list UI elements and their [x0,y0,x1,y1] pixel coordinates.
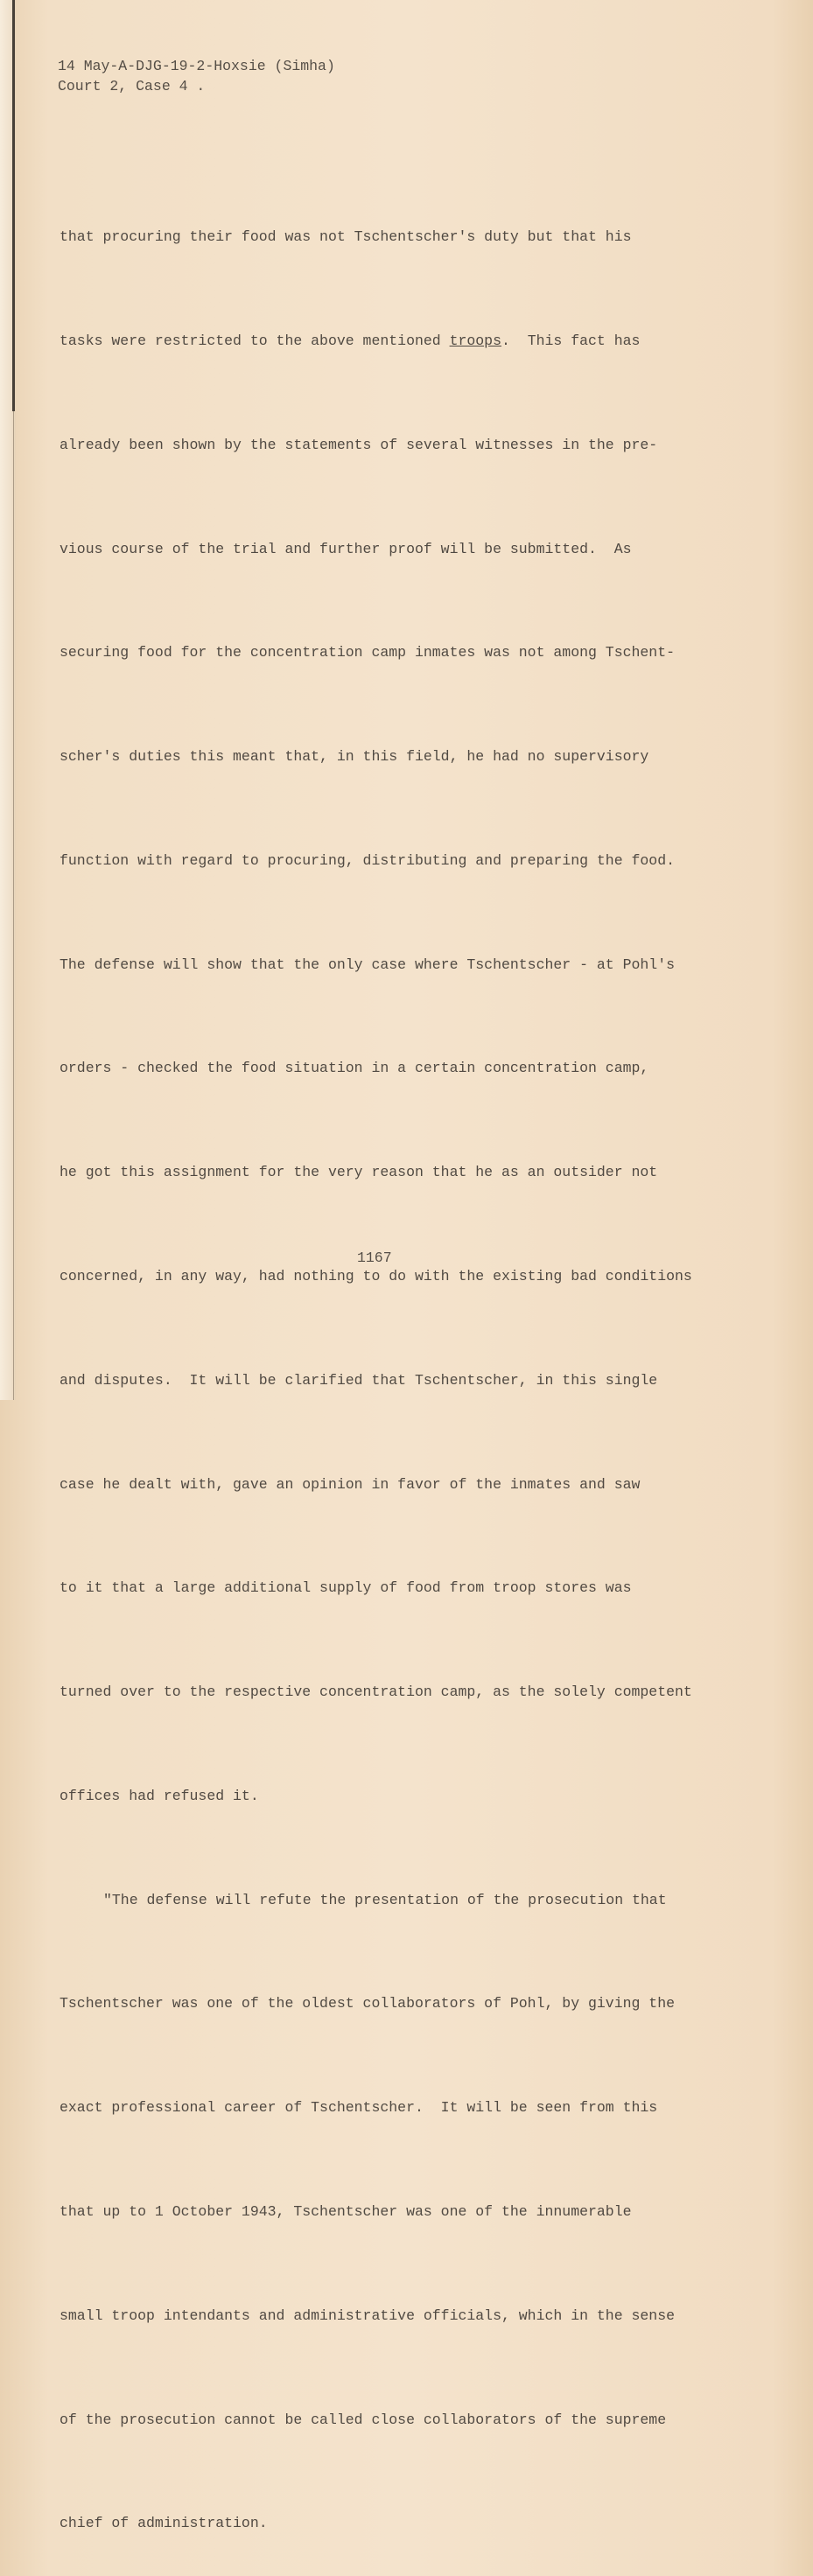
text-line: offices had refused it. [60,1787,259,1804]
edge-line [13,411,14,1400]
text-line: that up to 1 October 1943, Tschentscher was one of the innumerable [60,2203,632,2221]
text-line: he got this assignment for the very reason that he as an outsider not [60,1164,658,1181]
text-line: that procuring their food was not Tschentscher's duty but that his [60,228,632,246]
text-segment: tasks were restricted to the above mentioned [60,332,450,349]
underlined-word: troops [449,332,501,349]
text-line [60,324,692,359]
document-body [60,150,692,2576]
text-line: turned over to the respective concentration camp, as the solely competent [60,1684,692,1701]
header-reference: 14 May-A-DJG-19-2-Hoxsie (Simha) [58,58,335,74]
text-line: scher's duties this meant that, in this field, he had no supervisory [60,748,649,766]
header-court-case: Court 2, Case 4 . [58,78,206,94]
text-line: Tschentscher was one of the oldest collaborators of Pohl, by giving the [60,1995,676,2012]
text-line: case he dealt with, gave an opinion in favor of the inmates and saw [60,1475,641,1493]
text-line: to it that a large additional supply of food from troop stores was [60,1579,632,1597]
text-line: small troop intendants and administrative officials, which in the sense [60,2306,676,2324]
text-line: "The defense will refute the presentation of the prosecution that [103,1891,667,1908]
text-line: exact professional career of Tschentscher. It will be seen from this [60,2099,658,2117]
text-line: concerned, in any way, had nothing to do with the existing bad conditions [60,1268,692,1284]
text-line: already been shown by the statements of several witnesses in the pre- [60,436,658,453]
text-segment: . This fact has [501,332,641,349]
text-line: function with regard to procuring, distributing and preparing the food. [60,851,676,869]
torn-edge [12,0,15,411]
text-line: chief of administration. [60,2515,268,2532]
text-line: vious course of the trial and further proof will be submitted. As [60,540,632,557]
document-header [58,56,335,96]
text-line: orders - checked the food situation in a certain concentration camp, [60,1060,649,1077]
text-line: of the prosecution cannot be called close collaborators of the supreme [60,2411,667,2428]
text-line: securing food for the concentration camp inmates was not among Tschent- [60,644,676,662]
text-line: The defense will show that the only case where Tschentscher - at Pohl's [60,956,676,973]
text-line: and disputes. It will be clarified that Tschentscher, in this single [60,1371,658,1389]
page-number: 1167 [357,1250,392,1266]
